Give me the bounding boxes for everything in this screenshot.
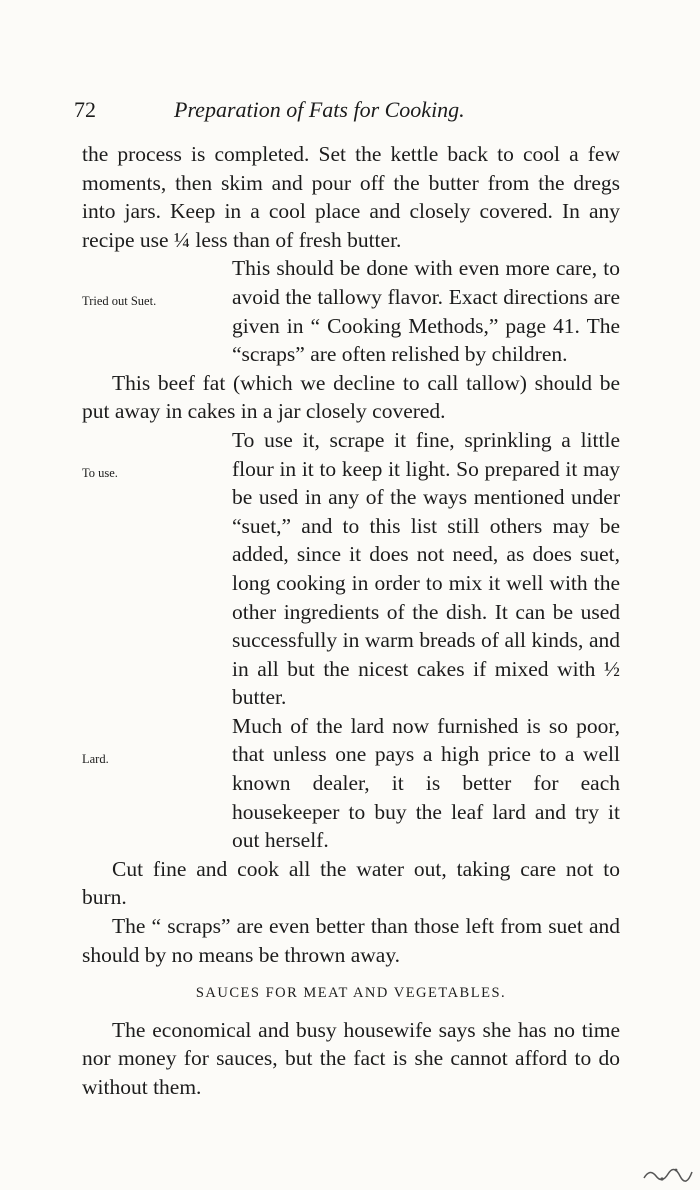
section-tried-out-suet — [82, 254, 620, 368]
paragraph-scraps: The “ scraps” are even better than those left from suet and should by no means be thrown away. — [82, 914, 620, 967]
paragraph-lard: Much of the lard now furnished is so poor, that unless one pays a high price to a well known dealer, it is better for each housekeeper to buy the leaf lard and try it out herself. — [232, 713, 620, 853]
section-lard — [82, 712, 620, 855]
section-heading-sauces: SAUCES FOR MEAT AND VEGETABLES. — [195, 985, 507, 1002]
page-number: 72 — [74, 97, 96, 122]
body-text — [82, 140, 620, 1102]
section-to-use — [82, 426, 620, 712]
margin-note-lard: Lard. — [82, 751, 109, 766]
page-header — [74, 97, 594, 127]
printer-ornament-icon — [642, 1164, 694, 1184]
paragraph-to-use: To use it, scrape it fine, sprinkling a little flour in it to keep it light. So prepared it may be used in any of the ways mentioned under “suet,” and to this list still others may be added, since it does not need, as does suet, long cooking in order to mix it well with the other ingredients of the dish. It can be used successfully in warm breads of all kinds, and in all but the nicest cakes if mixed with ½ butter. — [232, 427, 620, 710]
paragraph-beef-fat: This beef fat (which we decline to call tallow) should be put away in cakes in a jar closely covered. — [82, 370, 620, 424]
paragraph-tried-out-suet: This should be done with even more care, to avoid the tallowy flavor. Exact directions are given in “ Cooking Methods,” page 41. The “scraps” are often relished by children. — [232, 256, 620, 367]
running-title: Preparation of Fats for Cooking. — [174, 97, 465, 122]
paragraph-butter-end: the process is completed. Set the kettle back to cool a few moments, then skim and pour off the butter from the dregs into jars. Keep in a cool place and closely covered. In any recipe use ¼ less than of fresh butter. — [82, 142, 620, 252]
paragraph-sauces-intro: The economical and busy housewife says she has no time nor money for sauces, but the fact is she cannot afford to do without them. — [82, 1017, 620, 1099]
margin-note-tried-out-suet: Tried out Suet. — [82, 294, 157, 309]
margin-note-to-use: To use. — [82, 465, 118, 480]
paragraph-cut-fine: Cut fine and cook all the water out, taking care not to burn. — [82, 856, 620, 910]
